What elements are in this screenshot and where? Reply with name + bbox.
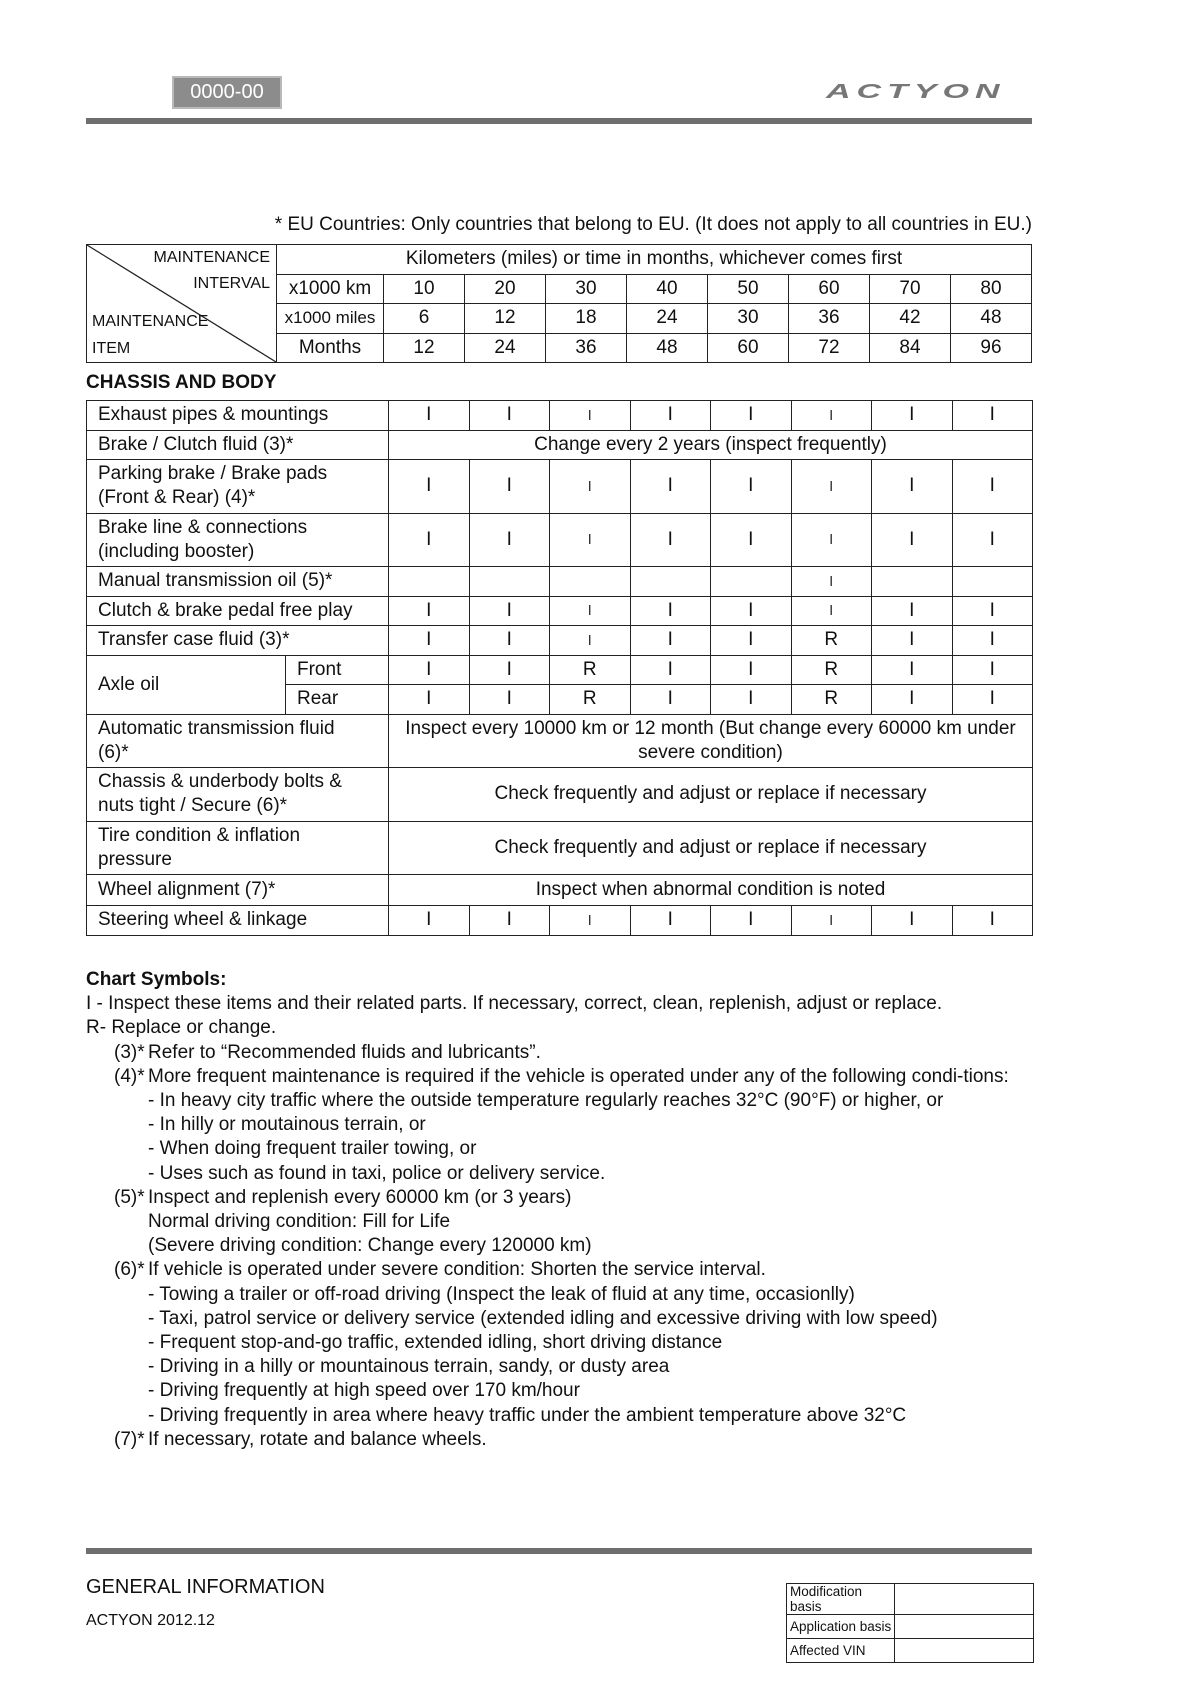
- table-row: [87, 655, 1033, 685]
- schedule-cell: R: [550, 655, 631, 685]
- schedule-cell: I: [791, 567, 872, 597]
- interval-cell: 80: [951, 274, 1032, 304]
- interval-cell: 18: [546, 304, 627, 334]
- schedule-cell: I: [872, 906, 953, 936]
- schedule-cell: I: [952, 626, 1033, 656]
- note-sub-item: - In heavy city traffic where the outside temperature regularly reaches 32°C (90°F) or higher, or: [148, 1090, 944, 1112]
- table-row: [87, 906, 1033, 936]
- interval-cell: 30: [546, 274, 627, 304]
- note-sub-item: (Severe driving condition: Change every 120000 km): [148, 1235, 592, 1257]
- note-number: (6)*: [114, 1259, 145, 1281]
- item-wheel-alignment: Wheel alignment (7)*: [87, 875, 389, 906]
- note-6: [86, 1258, 1036, 1282]
- note-text: If necessary, rotate and balance wheels.: [148, 1428, 487, 1450]
- table-row: [87, 513, 1033, 567]
- corner-label-maintenance-bottom: MAINTENANCE: [92, 313, 209, 330]
- item-steering: Steering wheel & linkage: [87, 906, 389, 936]
- table-row: [87, 626, 1033, 656]
- schedule-cell: I: [952, 460, 1033, 514]
- schedule-cell: I: [952, 655, 1033, 685]
- schedule-cell: I: [389, 626, 470, 656]
- interval-cell: 36: [546, 333, 627, 363]
- schedule-cell: [952, 567, 1033, 597]
- legend-inspect: I - Inspect these items and their related parts. If necessary, correct, clean, replenish, adjust or replace.: [86, 993, 943, 1015]
- interval-cell: 30: [708, 304, 789, 334]
- schedule-cell: I: [711, 685, 792, 715]
- interval-cell: 60: [789, 274, 870, 304]
- schedule-cell: I: [791, 513, 872, 567]
- item-brake-line: [87, 513, 389, 567]
- interval-cell: 50: [708, 274, 789, 304]
- schedule-cell: I: [711, 655, 792, 685]
- schedule-cell: I: [550, 401, 631, 431]
- legend-replace: R- Replace or change.: [86, 1017, 277, 1039]
- schedule-cell: I: [791, 906, 872, 936]
- item-label-line: (6)*: [98, 741, 129, 763]
- note-sub-item: - Uses such as found in taxi, police or delivery service.: [148, 1162, 606, 1184]
- schedule-cell: I: [630, 401, 711, 431]
- footer-rule: [86, 1548, 1032, 1554]
- interval-cell: 48: [951, 304, 1032, 334]
- schedule-cell: I: [952, 906, 1033, 936]
- schedule-cell: [711, 567, 792, 597]
- schedule-cell: I: [630, 513, 711, 567]
- note-7: [86, 1428, 1036, 1452]
- schedule-cell: I: [550, 460, 631, 514]
- item-manual-transmission: Manual transmission oil (5)*: [87, 567, 389, 597]
- schedule-cell: I: [711, 596, 792, 626]
- item-exhaust: Exhaust pipes & mountings: [87, 401, 389, 431]
- schedule-cell: I: [791, 401, 872, 431]
- interval-cell: 20: [465, 274, 546, 304]
- schedule-cell: I: [952, 401, 1033, 431]
- schedule-cell: I: [389, 513, 470, 567]
- note-4: [86, 1065, 1036, 1089]
- interval-cell: 72: [789, 333, 870, 363]
- schedule-cell: I: [469, 626, 550, 656]
- schedule-cell: I: [630, 460, 711, 514]
- schedule-cell: I: [469, 513, 550, 567]
- footer-model-date: ACTYON 2012.12: [86, 1612, 215, 1629]
- item-chassis-bolts: [87, 768, 389, 822]
- schedule-cell: I: [630, 655, 711, 685]
- schedule-cell: I: [952, 513, 1033, 567]
- interval-cell: 48: [627, 333, 708, 363]
- item-parking-brake: [87, 460, 389, 514]
- item-label-line: (Front & Rear) (4)*: [98, 487, 256, 509]
- interval-corner-cell: [87, 245, 277, 363]
- note-number: (3)*: [114, 1041, 145, 1063]
- schedule-cell: I: [872, 655, 953, 685]
- schedule-cell: I: [872, 401, 953, 431]
- schedule-cell: I: [469, 460, 550, 514]
- note-number: (7)*: [114, 1428, 145, 1450]
- schedule-cell: I: [791, 460, 872, 514]
- item-axle-rear: Rear: [286, 685, 389, 715]
- corner-label-interval: INTERVAL: [193, 275, 270, 292]
- schedule-cell: R: [550, 685, 631, 715]
- schedule-cell: I: [711, 513, 792, 567]
- note-text: If vehicle is operated under severe condition: Shorten the service interval.: [148, 1259, 766, 1281]
- note-number: (5)*: [114, 1186, 145, 1208]
- item-label-line: Automatic transmission fluid: [98, 717, 335, 739]
- note-text: Refer to “Recommended fluids and lubricants”.: [148, 1041, 541, 1063]
- table-row: [787, 1615, 1034, 1639]
- table-row: [87, 596, 1033, 626]
- schedule-note: Inspect when abnormal condition is noted: [389, 875, 1033, 906]
- note-sub-item: - Driving frequently in area where heavy traffic under the ambient temperature above 32°C: [148, 1404, 907, 1426]
- schedule-cell: I: [791, 596, 872, 626]
- note-sub-item: - Towing a trailer or off-road driving (Inspect the leak of fluid at any time, occasionlly): [148, 1283, 855, 1305]
- item-axle-oil: Axle oil: [87, 655, 286, 714]
- page-code-badge: 0000-00: [172, 76, 282, 109]
- item-label-line: Chassis & underbody bolts &: [98, 771, 342, 793]
- note-sub-item: - Frequent stop-and-go traffic, extended idling, short driving distance: [148, 1332, 723, 1354]
- schedule-cell: I: [952, 685, 1033, 715]
- eu-note: * EU Countries: Only countries that belong to EU. (It does not apply to all countries in EU.): [274, 214, 1032, 235]
- schedule-cell: I: [389, 655, 470, 685]
- schedule-cell: I: [389, 906, 470, 936]
- basis-table: [786, 1583, 1034, 1663]
- interval-cell: 60: [708, 333, 789, 363]
- interval-cell: 42: [870, 304, 951, 334]
- item-label-line: Tire condition & inflation: [98, 824, 301, 846]
- note-sub-item: Normal driving condition: Fill for Life: [148, 1211, 451, 1233]
- schedule-cell: I: [550, 596, 631, 626]
- schedule-cell: I: [872, 626, 953, 656]
- table-row: [87, 401, 1033, 431]
- note-sub-item: - In hilly or moutainous terrain, or: [148, 1114, 426, 1136]
- schedule-note: Check frequently and adjust or replace if necessary: [389, 821, 1033, 875]
- table-row: [87, 430, 1033, 460]
- schedule-cell: [872, 567, 953, 597]
- table-row: [87, 460, 1033, 514]
- interval-span-header: Kilometers (miles) or time in months, whichever comes first: [277, 245, 1032, 275]
- basis-value: [895, 1639, 1034, 1663]
- schedule-cell: I: [550, 906, 631, 936]
- item-label-line: (including booster): [98, 540, 255, 562]
- schedule-cell: [469, 567, 550, 597]
- schedule-cell: I: [711, 906, 792, 936]
- schedule-cell: R: [791, 685, 872, 715]
- basis-label: Application basis: [787, 1615, 895, 1639]
- schedule-cell: I: [630, 685, 711, 715]
- note-sub-item: - Driving in a hilly or mountainous terrain, sandy, or dusty area: [148, 1356, 670, 1378]
- schedule-cell: I: [550, 513, 631, 567]
- interval-cell: 6: [384, 304, 465, 334]
- schedule-cell: I: [630, 596, 711, 626]
- schedule-cell: I: [469, 655, 550, 685]
- chassis-table: [86, 400, 1033, 936]
- chart-symbols-legend: [86, 968, 1036, 1452]
- schedule-cell: I: [952, 596, 1033, 626]
- note-5: [86, 1186, 1036, 1210]
- table-row: [87, 567, 1033, 597]
- schedule-note: Change every 2 years (inspect frequently): [389, 430, 1033, 460]
- schedule-cell: I: [872, 513, 953, 567]
- table-row: [87, 714, 1033, 768]
- schedule-cell: I: [550, 626, 631, 656]
- schedule-cell: I: [872, 460, 953, 514]
- schedule-cell: I: [389, 596, 470, 626]
- item-brake-fluid: Brake / Clutch fluid (3)*: [87, 430, 389, 460]
- schedule-note: Check frequently and adjust or replace if necessary: [389, 768, 1033, 822]
- note-sub-item: - Taxi, patrol service or delivery service (extended idling and excessive driving with low speed): [148, 1307, 938, 1329]
- schedule-cell: I: [389, 460, 470, 514]
- schedule-cell: I: [469, 906, 550, 936]
- interval-table: [86, 244, 1032, 363]
- legend-title: Chart Symbols:: [86, 969, 227, 990]
- schedule-cell: [630, 567, 711, 597]
- interval-cell: 70: [870, 274, 951, 304]
- item-transfer-case: Transfer case fluid (3)*: [87, 626, 389, 656]
- schedule-cell: I: [469, 685, 550, 715]
- note-line: severe condition): [638, 741, 783, 763]
- interval-cell: 12: [465, 304, 546, 334]
- item-label-line: Brake line & connections: [98, 516, 308, 538]
- header-rule: [86, 118, 1032, 124]
- brand-logo: ACTYON: [826, 80, 1006, 103]
- schedule-cell: [550, 567, 631, 597]
- item-axle-front: Front: [286, 655, 389, 685]
- table-row: [87, 768, 1033, 822]
- interval-cell: 24: [627, 304, 708, 334]
- interval-cell: 24: [465, 333, 546, 363]
- interval-row-label: Months: [277, 333, 384, 363]
- item-label-line: nuts tight / Secure (6)*: [98, 795, 288, 817]
- schedule-cell: I: [389, 401, 470, 431]
- schedule-cell: R: [791, 655, 872, 685]
- schedule-cell: I: [469, 596, 550, 626]
- table-row: [87, 821, 1033, 875]
- table-row: [787, 1639, 1034, 1663]
- corner-label-item: ITEM: [92, 340, 131, 357]
- corner-label-maintenance-top: MAINTENANCE: [153, 249, 270, 266]
- note-3: [86, 1041, 1036, 1065]
- table-row: [787, 1584, 1034, 1615]
- schedule-cell: R: [791, 626, 872, 656]
- schedule-cell: I: [872, 685, 953, 715]
- item-label-line: Parking brake / Brake pads: [98, 463, 328, 485]
- schedule-cell: I: [711, 401, 792, 431]
- schedule-cell: I: [630, 626, 711, 656]
- interval-row-label: x1000 km: [277, 274, 384, 304]
- schedule-cell: I: [469, 401, 550, 431]
- schedule-cell: I: [711, 626, 792, 656]
- basis-value: [895, 1615, 1034, 1639]
- schedule-cell: [389, 567, 470, 597]
- table-row: [87, 875, 1033, 906]
- schedule-cell: I: [389, 685, 470, 715]
- schedule-cell: I: [872, 596, 953, 626]
- item-clutch-pedal: Clutch & brake pedal free play: [87, 596, 389, 626]
- interval-row-label: x1000 miles: [277, 304, 384, 334]
- note-number: (4)*: [114, 1065, 145, 1087]
- interval-cell: 40: [627, 274, 708, 304]
- item-label-line: pressure: [98, 848, 172, 870]
- basis-label: Affected VIN: [787, 1639, 895, 1663]
- note-sub-item: - Driving frequently at high speed over 170 km/hour: [148, 1380, 580, 1402]
- schedule-cell: I: [711, 460, 792, 514]
- interval-cell: 10: [384, 274, 465, 304]
- note-text: More frequent maintenance is required if the vehicle is operated under any of the following condi-tions:: [148, 1065, 1009, 1087]
- basis-label: Modification basis: [787, 1584, 895, 1615]
- note-line: Inspect every 10000 km or 12 month (But change every 60000 km under: [405, 717, 1016, 739]
- footer-section-title: GENERAL INFORMATION: [86, 1576, 325, 1598]
- item-tire: [87, 821, 389, 875]
- schedule-note: [389, 714, 1033, 768]
- note-sub-item: - When doing frequent trailer towing, or: [148, 1138, 477, 1160]
- section-title: CHASSIS AND BODY: [86, 372, 277, 393]
- schedule-cell: I: [630, 906, 711, 936]
- interval-cell: 12: [384, 333, 465, 363]
- interval-cell: 36: [789, 304, 870, 334]
- item-atf: [87, 714, 389, 768]
- interval-cell: 96: [951, 333, 1032, 363]
- basis-value: [895, 1584, 1034, 1615]
- note-text: Inspect and replenish every 60000 km (or 3 years): [148, 1186, 572, 1208]
- interval-cell: 84: [870, 333, 951, 363]
